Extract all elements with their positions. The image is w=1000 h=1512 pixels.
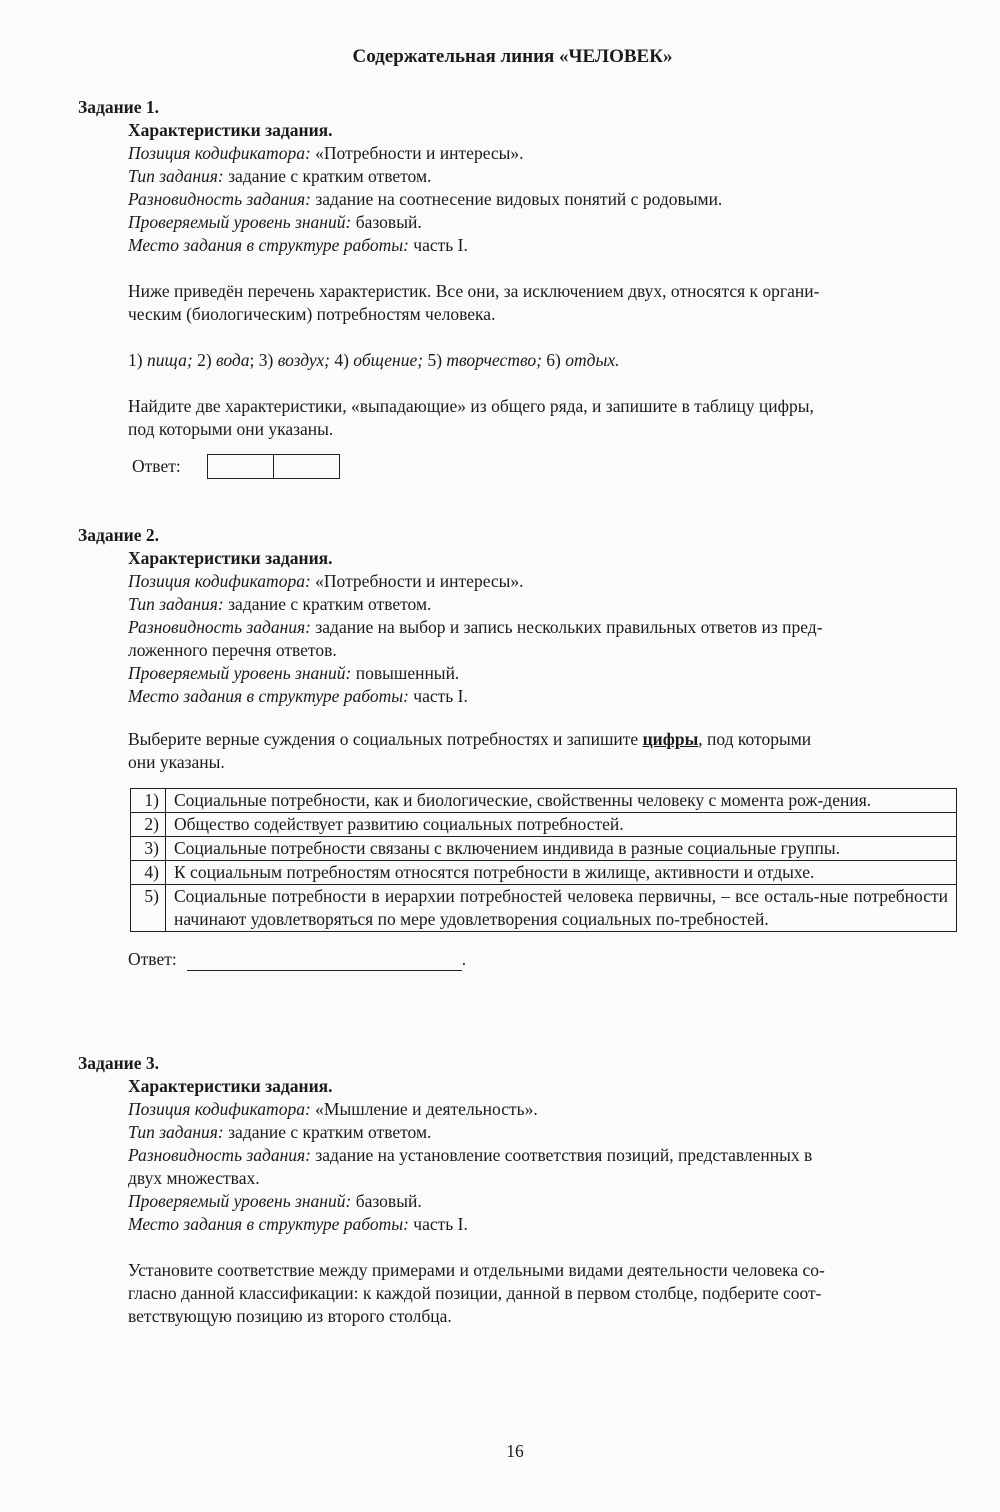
answer-cell-2[interactable] <box>273 455 339 478</box>
page-number: 16 <box>506 1441 524 1461</box>
variety-line: Разновидность задания: задание на установление соответствия позиций, представленных в <box>128 1145 813 1165</box>
judgement-text: К социальным потребностям относятся потребности в жилище, активности и отдыхе. <box>166 861 957 885</box>
task-1-intro: Ниже приведён перечень характеристик. Все они, за исключением двух, относятся к органи- ческим (биологическим) потребностям человека. <box>128 281 820 324</box>
task-3-characteristics <box>128 1075 958 1236</box>
task-1-answer <box>132 454 958 479</box>
task-2-characteristics <box>128 547 958 708</box>
judgement-row <box>131 837 957 861</box>
task-1-list: 1) пища; 2) вода; 3) воздух; 4) общение; 5) творчество; 6) отдых. <box>128 350 620 370</box>
level-line: Проверяемый уровень знаний: базовый. <box>128 1191 422 1211</box>
judgement-text: Социальные потребности связаны с включением индивида в разные социальные группы. <box>166 837 957 861</box>
variety-cont-line: двух множествах. <box>128 1168 260 1188</box>
judgement-row <box>131 885 957 932</box>
codifier-line: Позиция кодификатора: «Потребности и интересы». <box>128 143 524 163</box>
judgement-number: 4) <box>131 861 166 885</box>
judgement-text: Социальные потребности, как и биологические, свойственны человеку с момента рож-дения. <box>166 789 957 813</box>
answer-line[interactable] <box>187 952 462 971</box>
characteristics-heading: Характеристики задания. <box>128 548 333 568</box>
judgement-number: 1) <box>131 789 166 813</box>
judgement-row <box>131 813 957 837</box>
place-line: Место задания в структуре работы: часть I. <box>128 235 468 255</box>
type-line: Тип задания: задание с кратким ответом. <box>128 166 432 186</box>
answer-cell-1[interactable] <box>208 455 273 478</box>
characteristics-heading: Характеристики задания. <box>128 120 333 140</box>
variety-line: Разновидность задания: задание на выбор и запись нескольких правильных ответов из пред- <box>128 617 823 637</box>
answer-table[interactable] <box>207 454 340 479</box>
task-1-heading: Задание 1. <box>78 97 160 117</box>
task-2-heading: Задание 2. <box>78 525 160 545</box>
judgement-number: 2) <box>131 813 166 837</box>
judgement-row <box>131 861 957 885</box>
type-line: Тип задания: задание с кратким ответом. <box>128 1122 432 1142</box>
answer-label: Ответ: <box>132 456 181 476</box>
task-2-answer: Ответ: . <box>128 949 467 969</box>
level-line: Проверяемый уровень знаний: базовый. <box>128 212 422 232</box>
place-line: Место задания в структуре работы: часть I. <box>128 1214 468 1234</box>
codifier-line: Позиция кодификатора: «Потребности и интересы». <box>128 571 524 591</box>
page-title: Содержательная линия «ЧЕЛОВЕК» <box>352 46 673 67</box>
codifier-line: Позиция кодификатора: «Мышление и деятельность». <box>128 1099 538 1119</box>
judgement-text: Социальные потребности в иерархии потребностей человека первичны, – все осталь-ные потребности начинают удовлетворяться по мере удовлетворения социальных по-требностей. <box>166 885 957 932</box>
judgement-text: Общество содействует развитию социальных потребностей. <box>166 813 957 837</box>
task-1-characteristics <box>128 119 958 257</box>
variety-cont-line: ложенного перечня ответов. <box>128 640 337 660</box>
type-line: Тип задания: задание с кратким ответом. <box>128 594 432 614</box>
task-1-question: Найдите две характеристики, «выпадающие» из общего ряда, и запишите в таблицу цифры, под которыми они указаны. <box>128 396 814 439</box>
variety-line: Разновидность задания: задание на соотнесение видовых понятий с родовыми. <box>128 189 723 209</box>
task-3-heading: Задание 3. <box>78 1053 160 1073</box>
task-3 <box>78 1052 958 1328</box>
task-3-question: Установите соответствие между примерами и отдельными видами деятельности человека со- гласно данной классификации: к каждой позиции, данной в первом столбце, подберите соот- ветствующую позицию из второго столбца. <box>128 1260 825 1326</box>
judgement-row <box>131 789 957 813</box>
judgement-number: 5) <box>131 885 166 932</box>
task-1 <box>78 96 958 479</box>
place-line: Место задания в структуре работы: часть I. <box>128 686 468 706</box>
judgements-table <box>130 788 957 932</box>
task-2 <box>78 524 958 971</box>
characteristics-heading: Характеристики задания. <box>128 1076 333 1096</box>
task-2-question: Выберите верные суждения о социальных потребностях и запишите цифры, под которыми они указаны. <box>128 729 812 772</box>
judgement-number: 3) <box>131 837 166 861</box>
level-line: Проверяемый уровень знаний: повышенный. <box>128 663 460 683</box>
answer-label: Ответ: <box>128 949 177 969</box>
